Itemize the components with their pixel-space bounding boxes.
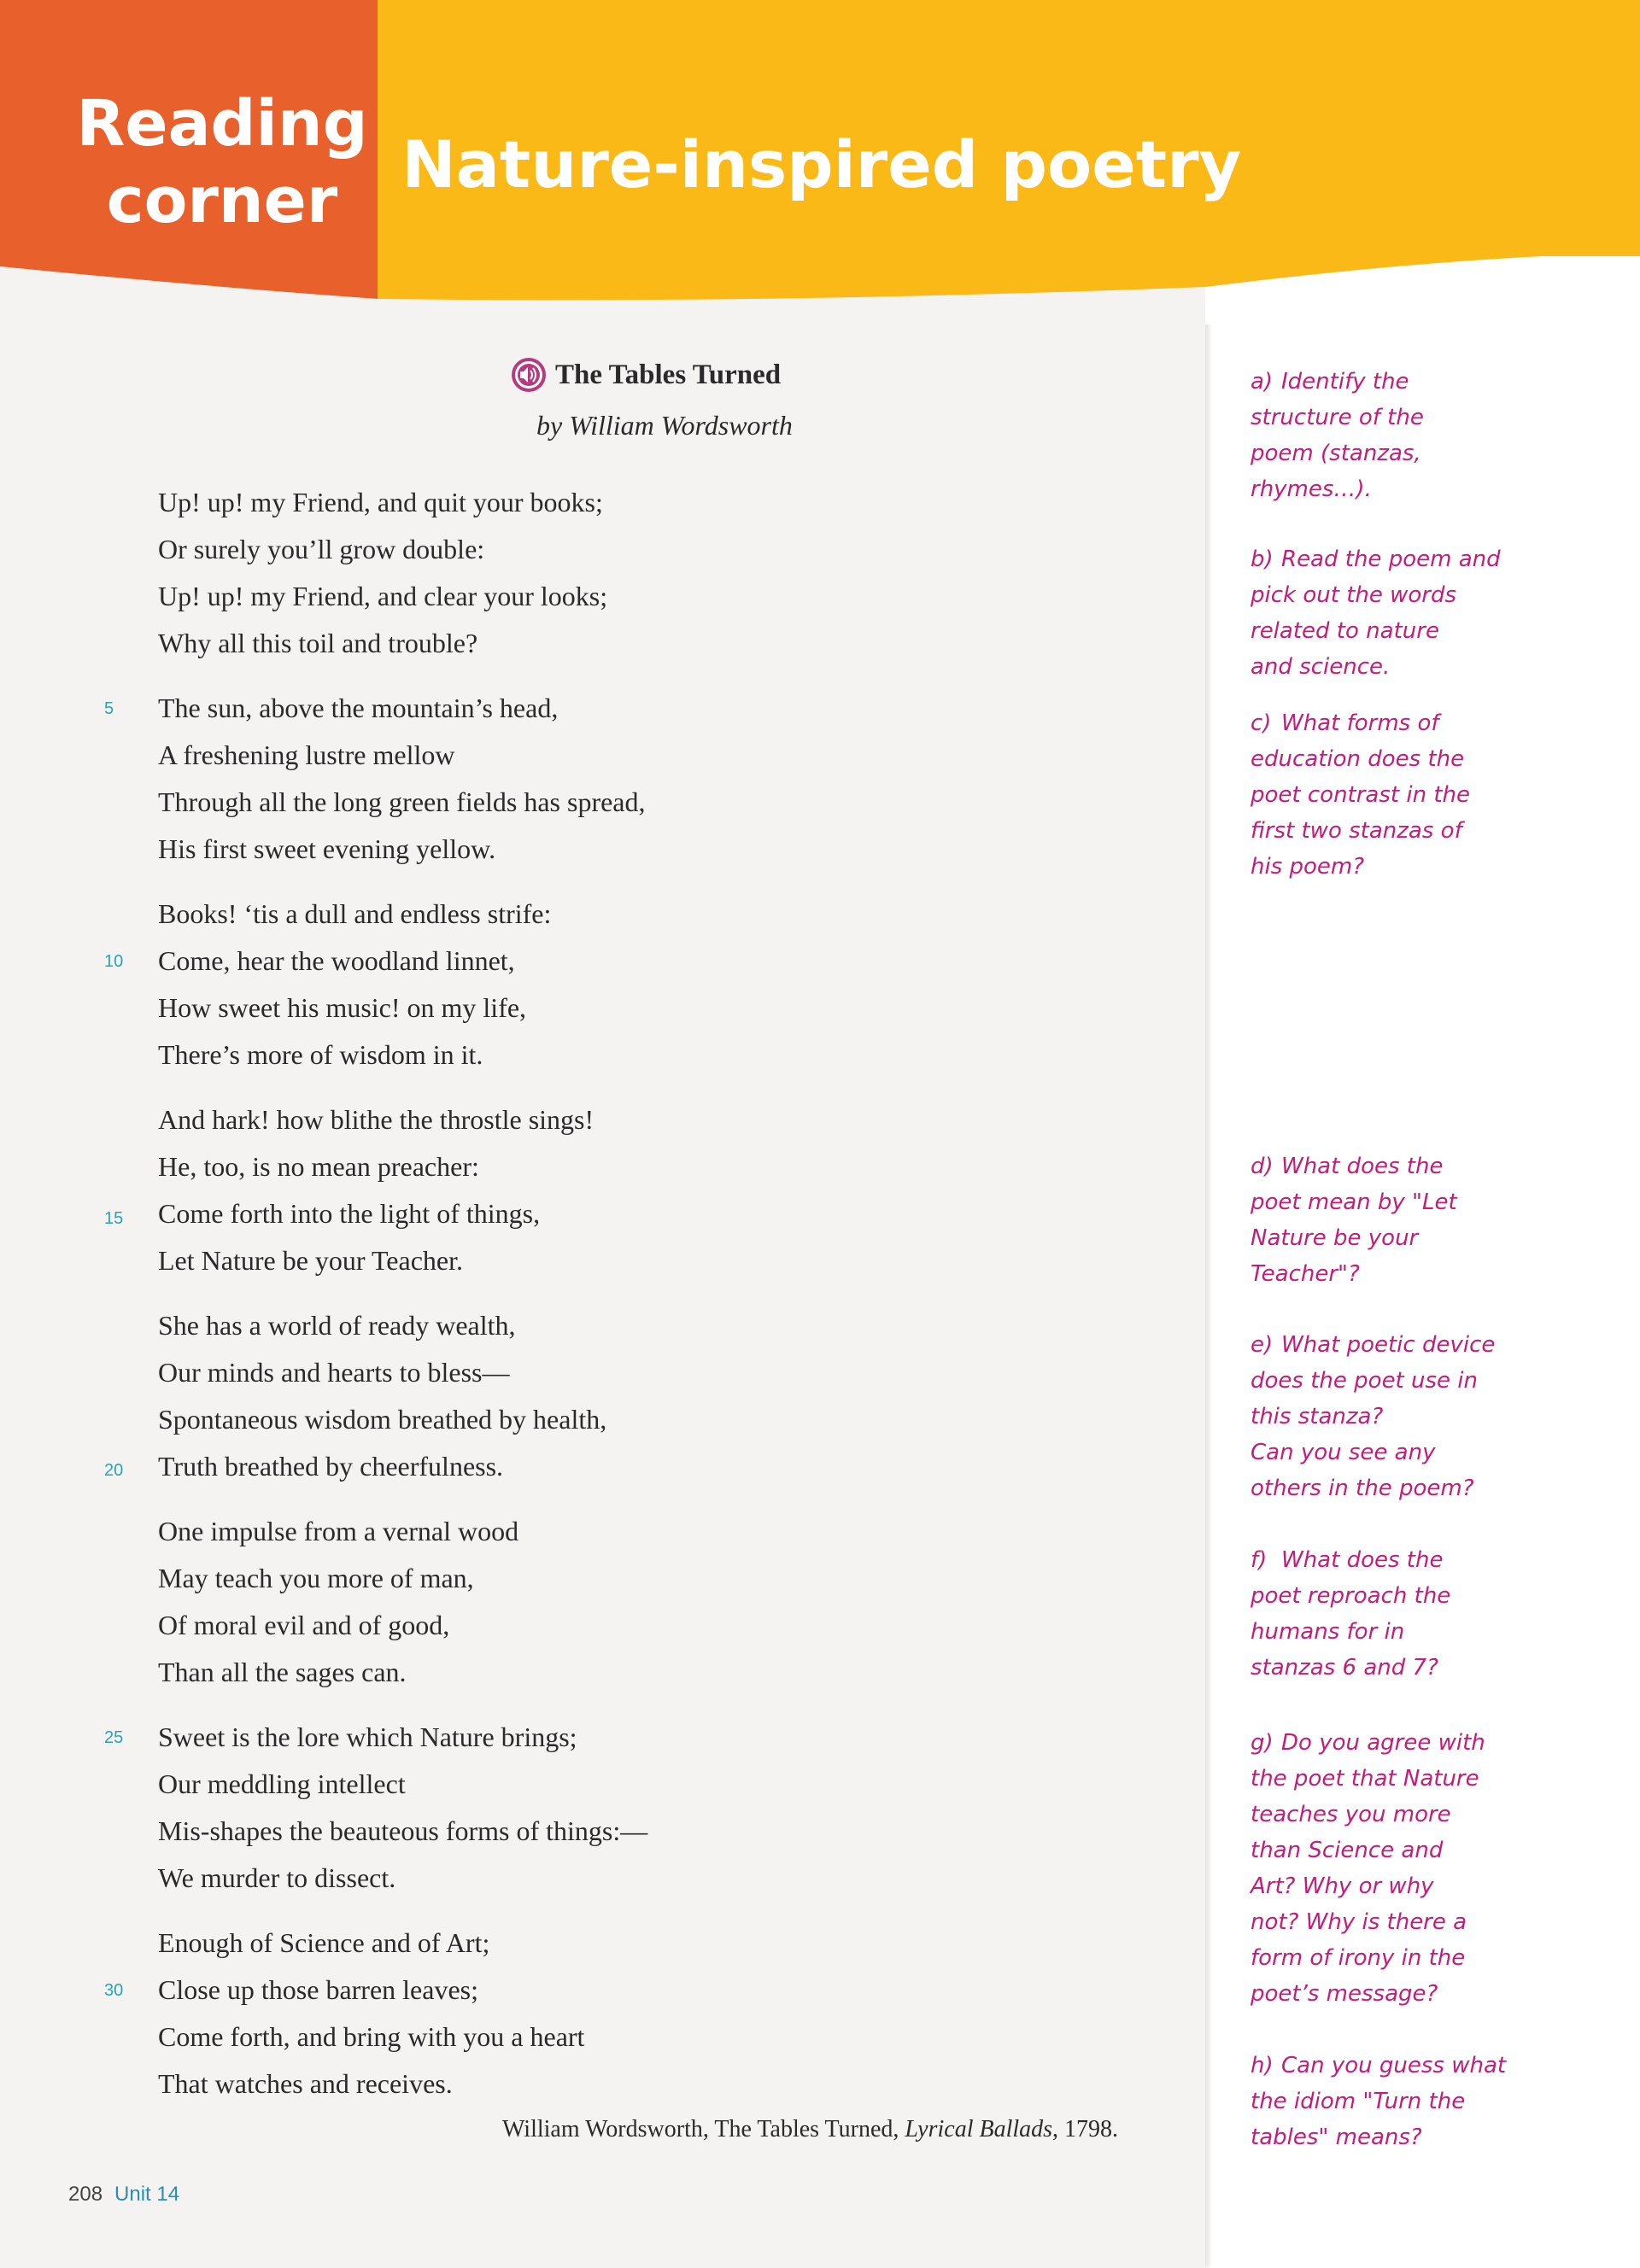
question-text: What poetic device does the poet use in this stanza? Can you see any others in the poem? <box>1250 1332 1496 1501</box>
question-letter: f) <box>1250 1547 1268 1573</box>
poem-line: Through all the long green fields has spread, <box>158 786 646 817</box>
poem-line: Come forth into the light of things, <box>158 1198 541 1229</box>
poem-line: And hark! how blithe the throstle sings! <box>158 1104 594 1135</box>
poem-title-row <box>511 357 781 393</box>
line-number: 5 <box>104 699 114 718</box>
question-item <box>1250 364 1532 507</box>
question-letter: b) <box>1250 547 1274 572</box>
page-number: 208 <box>68 2183 103 2206</box>
poem-line: There’s more of wisdom in it. <box>158 1039 483 1070</box>
poem-line: Come forth, and bring with you a heart <box>158 2021 585 2052</box>
poem-line: That watches and receives. <box>158 2068 453 2099</box>
poem-line: He, too, is no mean preacher: <box>158 1151 479 1182</box>
poem-line: Truth breathed by cheerfulness. <box>158 1451 504 1482</box>
poem-title: The Tables Turned <box>555 359 782 390</box>
question-text: Read the poem and pick out the words related to nature and science. <box>1250 547 1501 680</box>
poem-line: Up! up! my Friend, and quit your books; <box>158 487 603 517</box>
poem-line: One impulse from a vernal wood <box>158 1516 519 1546</box>
poem-line: How sweet his music! on my life, <box>158 992 527 1023</box>
question-letter: c) <box>1250 710 1272 736</box>
audio-speaker-icon[interactable] <box>511 357 547 393</box>
poem-line: Enough of Science and of Art; <box>158 1927 490 1958</box>
poem-line: His first sweet evening yellow. <box>158 833 496 864</box>
poem-line: Or surely you’ll grow double: <box>158 534 485 564</box>
citation-prefix: William Wordsworth, The Tables Turned, <box>502 2116 905 2142</box>
line-number: 15 <box>104 1209 124 1228</box>
question-text: Do you agree with the poet that Nature teaches you more than Science and Art? Why or why not? Why is there a form of irony in the poet’s message? <box>1250 1730 1485 2007</box>
question-letter: e) <box>1250 1332 1274 1358</box>
poem-line: Why all this toil and trouble? <box>158 628 478 658</box>
header-curve <box>0 256 1640 324</box>
question-letter: d) <box>1250 1154 1274 1179</box>
poem-line: A freshening lustre mellow <box>158 739 455 770</box>
poem-line: May teach you more of man, <box>158 1563 474 1593</box>
poem-line: Our meddling intellect <box>158 1768 406 1799</box>
question-item <box>1250 705 1532 885</box>
poem-line: Spontaneous wisdom breathed by health, <box>158 1404 607 1435</box>
line-number: 10 <box>104 952 124 971</box>
poem-line: The sun, above the mountain’s head, <box>158 693 559 723</box>
question-text: What does the poet mean by "Let Nature be your Teacher"? <box>1250 1154 1457 1287</box>
citation <box>502 2116 1118 2143</box>
page-footer <box>68 2183 179 2207</box>
question-text: What forms of education does the poet contrast in the first two stanzas of his poem? <box>1250 710 1471 880</box>
question-item <box>1250 1327 1532 1506</box>
poem-author: by William Wordsworth <box>536 410 793 441</box>
question-item <box>1250 541 1532 685</box>
question-letter: a) <box>1250 369 1274 395</box>
section-label-line1: Reading <box>76 87 368 161</box>
question-item <box>1250 1542 1532 1686</box>
question-item <box>1250 2048 1532 2155</box>
poem-line: Close up those barren leaves; <box>158 1974 478 2005</box>
question-text: Can you guess what the idiom "Turn the tables" means? <box>1250 2053 1507 2150</box>
section-label <box>51 85 393 239</box>
line-number: 25 <box>104 1728 124 1747</box>
poem-line: Sweet is the lore which Nature brings; <box>158 1721 577 1752</box>
poem-line: She has a world of ready wealth, <box>158 1310 516 1341</box>
poem-line: Come, hear the woodland linnet, <box>158 945 515 976</box>
line-number: 20 <box>104 1461 124 1480</box>
line-number: 30 <box>104 1981 124 2000</box>
poem-line: Our minds and hearts to bless— <box>158 1357 510 1388</box>
page-title: Nature-inspired poetry <box>401 126 1242 202</box>
question-text: What does the poet reproach the humans for in stanzas 6 and 7? <box>1250 1547 1451 1681</box>
poem-line: Of moral evil and of good, <box>158 1610 450 1640</box>
question-text: Identify the structure of the poem (stanzas, rhymes…). <box>1250 369 1424 502</box>
poem-line: Up! up! my Friend, and clear your looks; <box>158 581 608 611</box>
citation-suffix: , 1798. <box>1052 2116 1119 2142</box>
poem-line: Than all the sages can. <box>158 1657 407 1687</box>
section-label-line2: corner <box>106 164 338 237</box>
poem-line: Let Nature be your Teacher. <box>158 1245 463 1276</box>
question-item <box>1250 1149 1532 1292</box>
unit-label: Unit 14 <box>114 2183 180 2206</box>
question-item <box>1250 1725 1532 2012</box>
poem-line: Books! ‘tis a dull and endless strife: <box>158 898 552 929</box>
question-letter: h) <box>1250 2053 1274 2078</box>
poem-line: Mis-shapes the beauteous forms of things:— <box>158 1815 648 1846</box>
poem-line: We murder to dissect. <box>158 1862 396 1893</box>
question-letter: g) <box>1250 1730 1274 1756</box>
citation-work: Lyrical Ballads <box>905 2116 1053 2142</box>
